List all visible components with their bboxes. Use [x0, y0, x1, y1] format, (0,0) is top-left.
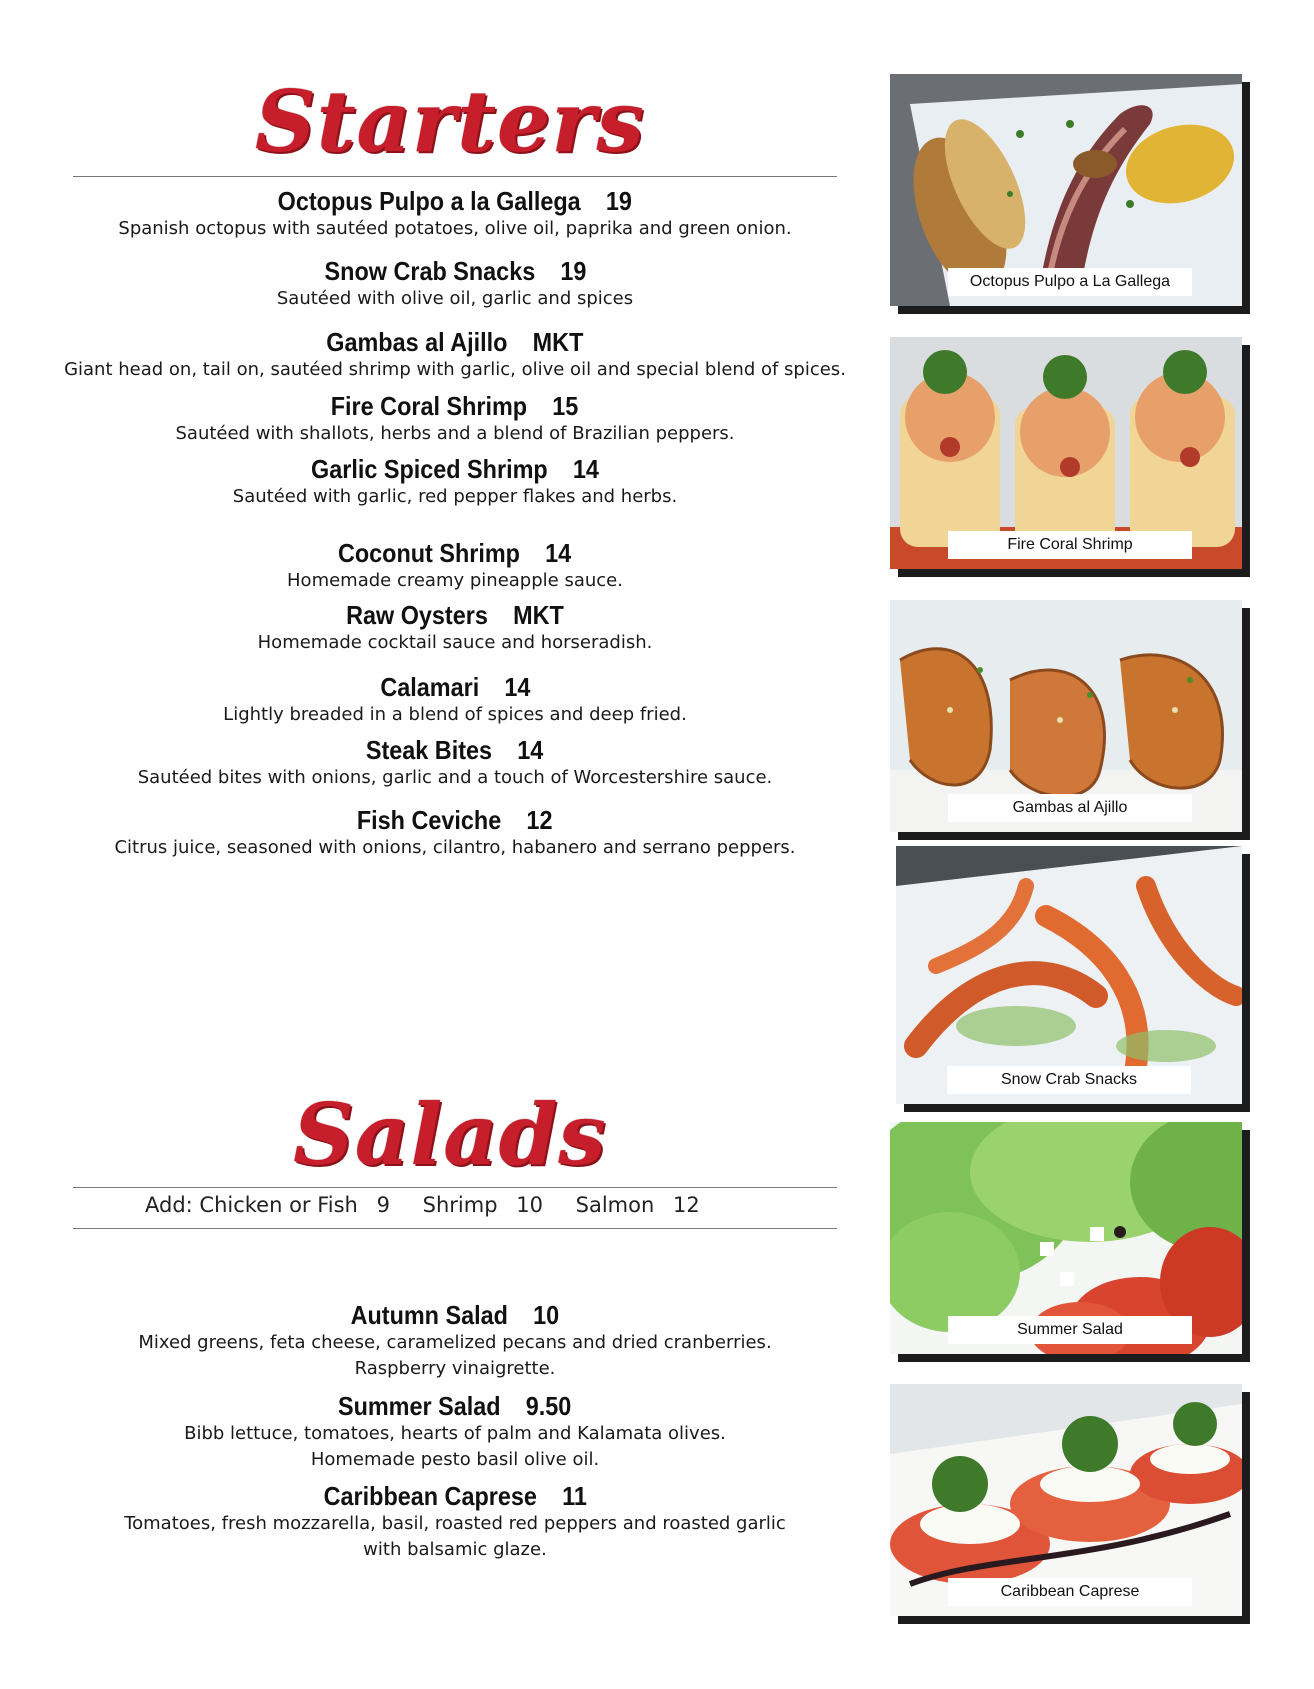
photo-caption: Octopus Pulpo a La Gallega — [948, 268, 1192, 296]
menu-item — [0, 672, 910, 728]
item-price: 11 — [561, 1481, 587, 1511]
addon-shrimp-price: 10 — [516, 1193, 543, 1217]
item-name: Calamari — [379, 672, 479, 702]
shrimp-toast-photo — [890, 337, 1242, 569]
photo-caption: Snow Crab Snacks — [947, 1066, 1191, 1094]
item-description: Sautéed with garlic, red pepper flakes and herbs. — [232, 486, 678, 507]
photo-caption: Gambas al Ajillo — [948, 794, 1192, 822]
item-price: 12 — [526, 805, 553, 835]
item-price: 9.50 — [526, 1391, 572, 1421]
item-name: Summer Salad — [338, 1391, 501, 1421]
item-name: Raw Oysters — [346, 600, 488, 630]
menu-item — [0, 256, 910, 312]
item-name: Steak Bites — [366, 735, 493, 765]
item-description: Homemade pesto basil olive oil. — [310, 1449, 600, 1470]
addon-chicken-fish-price: 9 — [376, 1193, 390, 1217]
item-description: with balsamic glaze. — [363, 1539, 547, 1560]
menu-item — [0, 327, 910, 383]
salads-divider-bottom — [73, 1228, 837, 1229]
item-description: Mixed greens, feta cheese, caramelized pecans and dried cranberries. — [138, 1332, 772, 1353]
item-price: 15 — [552, 391, 579, 421]
addon-salmon-price: 12 — [672, 1193, 700, 1217]
lettuce-tomato-photo — [890, 1122, 1242, 1354]
octopus-dish-photo — [890, 74, 1242, 306]
menu-item — [0, 1481, 910, 1563]
crab-legs-photo — [896, 846, 1242, 1104]
menu-item — [0, 1391, 910, 1473]
item-description: Sautéed bites with onions, garlic and a touch of Worcestershire sauce. — [137, 767, 773, 788]
starters-divider — [73, 176, 837, 177]
item-description: Tomatoes, fresh mozzarella, basil, roasted red peppers and roasted garlic — [124, 1513, 786, 1534]
item-price: 14 — [572, 454, 599, 484]
item-description: Bibb lettuce, tomatoes, hearts of palm and Kalamata olives. — [184, 1423, 726, 1444]
salads-title: Salads — [293, 1085, 607, 1184]
addon-salmon-label: Salmon — [575, 1193, 655, 1217]
addon-chicken-fish-label: Add: Chicken or Fish — [145, 1193, 358, 1217]
item-price: 19 — [606, 186, 633, 216]
item-price: 14 — [517, 735, 544, 765]
item-name: Garlic Spiced Shrimp — [311, 454, 548, 484]
item-description: Lightly breaded in a blend of spices and deep fried. — [223, 704, 687, 725]
menu-item — [0, 735, 910, 791]
item-description: Sautéed with olive oil, garlic and spices — [276, 288, 634, 309]
salad-addons — [145, 1193, 726, 1217]
item-price: MKT — [513, 600, 564, 630]
menu-item — [0, 186, 910, 242]
menu-item — [0, 1300, 910, 1382]
item-name: Caribbean Caprese — [323, 1481, 537, 1511]
menu-item — [0, 454, 910, 510]
menu-item — [0, 600, 910, 656]
item-description: Homemade cocktail sauce and horseradish. — [257, 632, 653, 653]
photo-caption: Caribbean Caprese — [948, 1578, 1192, 1606]
item-name: Octopus Pulpo a la Gallega — [277, 186, 581, 216]
item-price: 14 — [504, 672, 531, 702]
item-name: Snow Crab Snacks — [324, 256, 535, 286]
item-description: Homemade creamy pineapple sauce. — [287, 570, 623, 591]
item-name: Fish Ceviche — [357, 805, 502, 835]
gambas-photo — [890, 600, 1242, 832]
photo-caption: Fire Coral Shrimp — [948, 531, 1192, 559]
item-description: Raspberry vinaigrette. — [354, 1358, 556, 1379]
menu-item — [0, 538, 910, 594]
item-name: Gambas al Ajillo — [326, 327, 508, 357]
starters-title: Starters — [255, 72, 645, 171]
addon-shrimp-label: Shrimp — [422, 1193, 498, 1217]
item-description: Giant head on, tail on, sautéed shrimp with garlic, olive oil and special blend of spices. — [64, 359, 846, 380]
salads-divider-top — [73, 1187, 837, 1188]
item-description: Citrus juice, seasoned with onions, cilantro, habanero and serrano peppers. — [114, 837, 796, 858]
item-name: Coconut Shrimp — [338, 538, 521, 568]
item-description: Spanish octopus with sautéed potatoes, olive oil, paprika and green onion. — [118, 218, 792, 239]
item-price: MKT — [532, 327, 584, 357]
item-description: Sautéed with shallots, herbs and a blend of Brazilian peppers. — [175, 423, 735, 444]
menu-item — [0, 805, 910, 861]
caprese-photo — [890, 1384, 1242, 1616]
item-price: 19 — [559, 256, 586, 286]
item-price: 10 — [533, 1300, 560, 1330]
item-name: Fire Coral Shrimp — [331, 391, 528, 421]
menu-item — [0, 391, 910, 447]
item-price: 14 — [545, 538, 572, 568]
photo-caption: Summer Salad — [948, 1316, 1192, 1344]
item-name: Autumn Salad — [350, 1300, 509, 1330]
